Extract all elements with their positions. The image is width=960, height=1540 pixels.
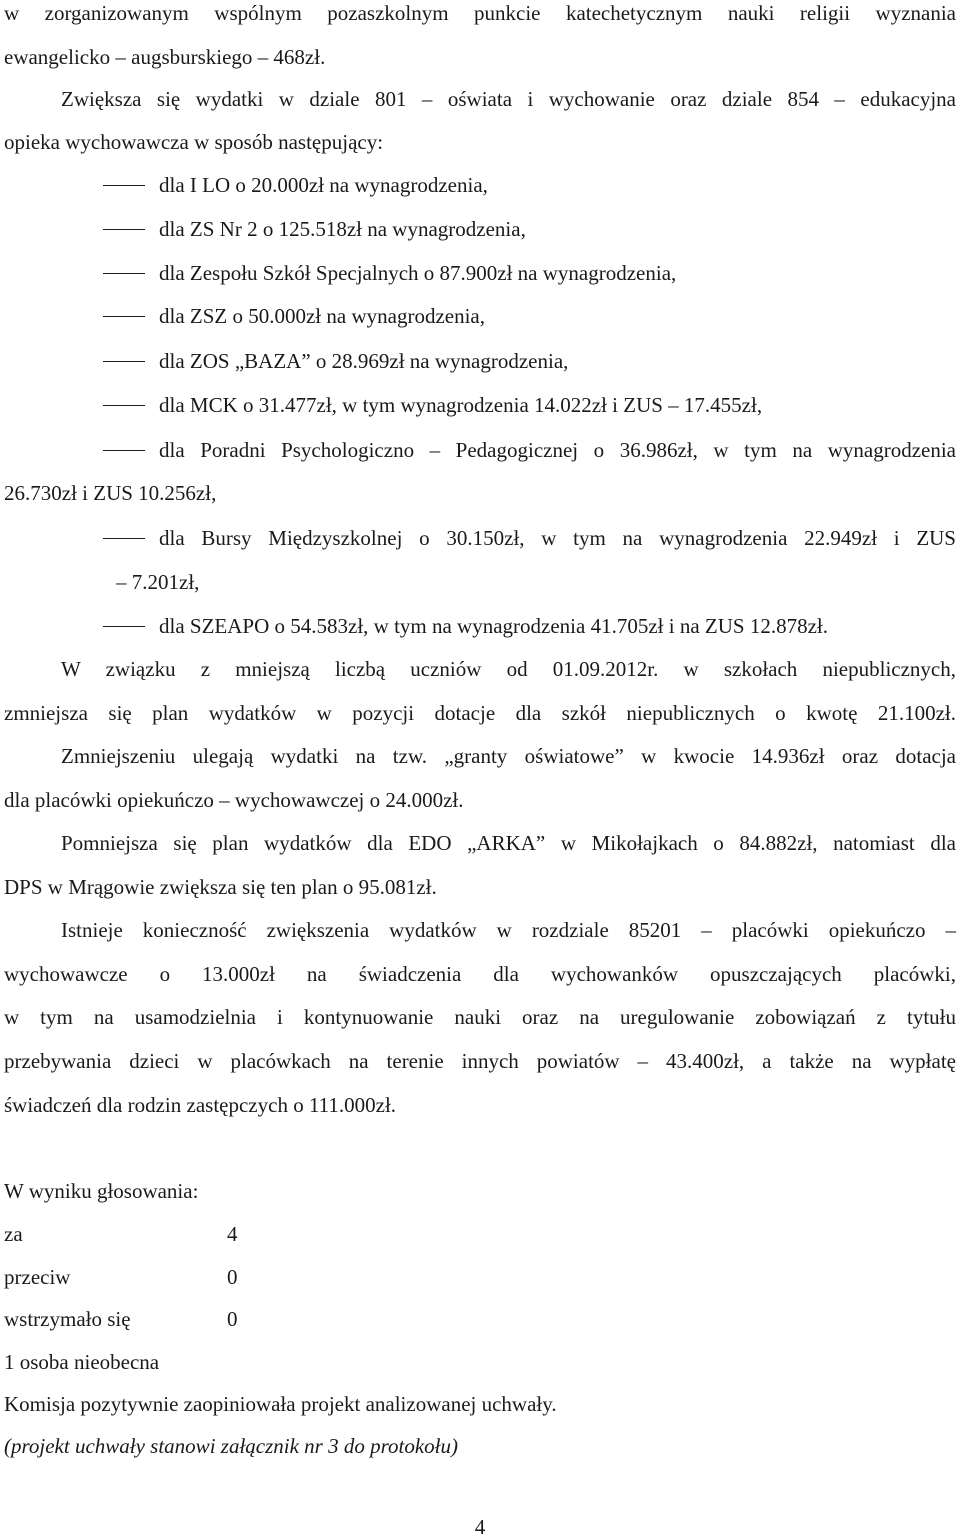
increase-para-line-2: opieka wychowawcza w sposób następujący: <box>4 130 384 154</box>
increase-2-line-5: świadczeń dla rodzin zastępczych o 111.000zł. <box>4 1093 397 1117</box>
list-item-text: dla SZEAPO o 54.583zł, w tym na wynagrodzenia 41.705zł i na ZUS 12.878zł. <box>159 614 828 638</box>
increase-2-line-2: wychowawcze o 13.000zł na świadczenia dla wychowanków opuszczających placówki, <box>4 962 956 986</box>
dash-bullet <box>103 185 145 186</box>
decrease-3-line-1: Pomniejsza się plan wydatków dla EDO „ARKA” w Mikołajkach o 84.882zł, natomiast dla <box>61 831 956 855</box>
decrease-3-line-2: DPS w Mrągowie zwiększa się ten plan o 95.081zł. <box>4 875 437 899</box>
vote-value: 0 <box>227 1265 238 1289</box>
decrease-1-line-1: W związku z mniejszą liczbą uczniów od 01.09.2012r. w szkołach niepublicznych, <box>61 657 956 681</box>
dash-bullet <box>103 626 145 627</box>
intro-line-2: ewangelicko – augsburskiego – 468zł. <box>4 45 326 69</box>
decrease-2-line-1: Zmniejszeniu ulegają wydatki na tzw. „granty oświatowe” w kwocie 14.936zł oraz dotacja <box>61 744 956 768</box>
list-item-continuation: 26.730zł i ZUS 10.256zł, <box>4 481 217 505</box>
increase-2-line-3: w tym na usamodzielnia i kontynuowanie nauki oraz na uregulowanie zobowiązań z tytułu <box>4 1005 956 1029</box>
vote-label: za <box>4 1222 23 1246</box>
dash-bullet <box>103 229 145 230</box>
dash-bullet <box>103 450 145 451</box>
dash-bullet <box>103 538 145 539</box>
list-item-text: dla Zespołu Szkół Specjalnych o 87.900zł na wynagrodzenia, <box>159 261 677 285</box>
list-item-text: dla Poradni Psychologiczno – Pedagogicznej o 36.986zł, w tym na wynagrodzenia <box>159 438 956 462</box>
decrease-2-line-2: dla placówki opiekuńczo – wychowawczej o 24.000zł. <box>4 788 464 812</box>
decrease-1-line-2: zmniejsza się plan wydatków w pozycji dotacje dla szkół niepublicznych o kwotę 21.100zł. <box>4 701 956 725</box>
vote-value: 4 <box>227 1222 238 1246</box>
list-item-text: dla I LO o 20.000zł na wynagrodzenia, <box>159 173 488 197</box>
dash-bullet <box>103 405 145 406</box>
increase-2-line-4: przebywania dzieci w placówkach na terenie innych powiatów – 43.400zł, a także na wypłatę <box>4 1049 956 1073</box>
vote-label: przeciw <box>4 1265 71 1289</box>
absent-note: 1 osoba nieobecna <box>4 1350 160 1374</box>
vote-label: wstrzymało się <box>4 1307 131 1331</box>
vote-value: 0 <box>227 1307 238 1331</box>
list-item-continuation: – 7.201zł, <box>116 570 200 594</box>
list-item-text: dla Bursy Międzyszkolnej o 30.150zł, w tym na wynagrodzenia 22.949zł i ZUS <box>159 526 956 550</box>
vote-heading: W wyniku głosowania: <box>4 1179 199 1203</box>
increase-para-line-1: Zwiększa się wydatki w dziale 801 – oświata i wychowanie oraz dziale 854 – edukacyjna <box>61 87 956 111</box>
dash-bullet <box>103 273 145 274</box>
list-item-text: dla MCK o 31.477zł, w tym wynagrodzenia 14.022zł i ZUS – 17.455zł, <box>159 393 763 417</box>
intro-line-1: w zorganizowanym wspólnym pozaszkolnym punkcie katechetycznym nauki religii wyznania <box>4 1 956 25</box>
list-item-text: dla ZOS „BAZA” o 28.969zł na wynagrodzenia, <box>159 349 569 373</box>
opinion-text: Komisja pozytywnie zaopiniowała projekt analizowanej uchwały. <box>4 1392 557 1416</box>
list-item-text: dla ZS Nr 2 o 125.518zł na wynagrodzenia, <box>159 217 526 241</box>
dash-bullet <box>103 361 145 362</box>
attachment-note: (projekt uchwały stanowi załącznik nr 3 do protokołu) <box>4 1434 458 1458</box>
dash-bullet <box>103 316 145 317</box>
list-item-text: dla ZSZ o 50.000zł na wynagrodzenia, <box>159 304 485 328</box>
increase-2-line-1: Istnieje konieczność zwiększenia wydatków w rozdziale 85201 – placówki opiekuńczo – <box>61 918 956 942</box>
page-number: 4 <box>474 1515 486 1539</box>
